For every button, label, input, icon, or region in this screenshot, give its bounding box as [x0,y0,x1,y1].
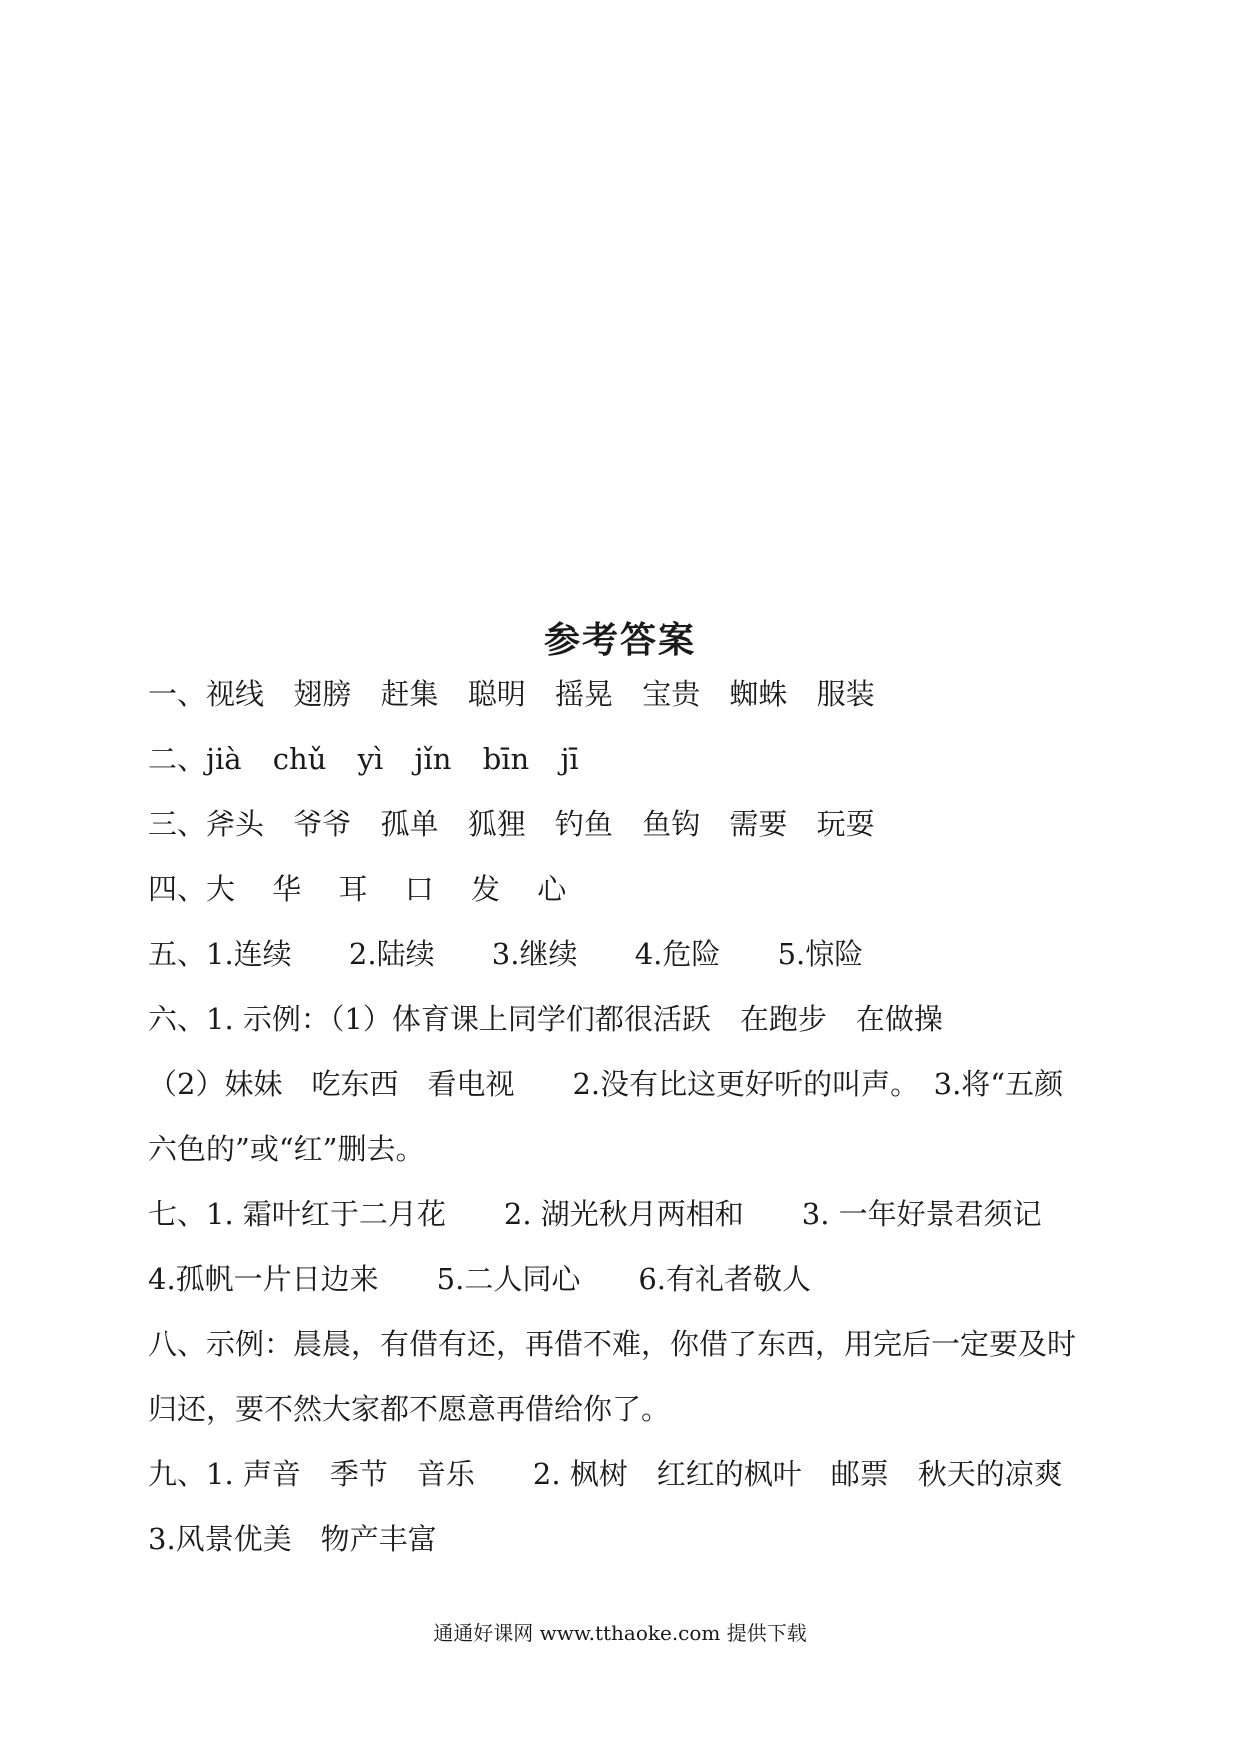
answer-line-9b: 3.风景优美 物产丰富 [148,1522,437,1556]
answer-word: 钓鱼 [554,807,613,841]
answer-word: 摇晃 [554,677,613,711]
answer-word: 狐狸 [467,807,526,841]
answer-word: 2.陆续 [348,937,435,971]
answer-word: 发 [470,872,500,906]
answer-word: 大 [206,872,236,906]
answer-prefix: 一、 [148,677,207,711]
answer-line-9a: 九、1. 声音 季节 音乐 2. 枫树 红红的枫叶 邮票 秋天的凉爽 [148,1457,1063,1491]
answer-prefix: 三、 [148,807,207,841]
answer-word: 1.连续 [206,937,292,971]
answer-prefix: 二、 [148,742,207,776]
answer-word: 翅膀 [293,677,352,711]
answer-word: 服装 [816,677,875,711]
answer-line-7b: 4.孤帆一片日边来 5.二人同心 6.有礼者敬人 [148,1262,812,1296]
answer-line-6c: 六色的”或“红”删去。 [148,1132,425,1166]
answer-line-6a: 六、1. 示例：（1）体育课上同学们都很活跃 在跑步 在做操 [148,1002,943,1036]
answer-prefix: 五、 [148,937,207,971]
page-title: 参考答案 [543,619,696,661]
answer-word: 斧头 [206,807,265,841]
answer-line-1 [148,674,875,714]
answer-line-7a: 七、1. 霜叶红于二月花 2. 湖光秋月两相和 3. 一年好景君须记 [148,1197,1042,1231]
answer-word: 4.危险 [634,937,721,971]
pinyin-word: jī [560,742,579,776]
answer-word: 孤单 [380,807,439,841]
answer-word: 华 [272,872,302,906]
answer-word: 玩耍 [816,807,875,841]
answer-line-4 [148,869,566,909]
answer-word: 聪明 [467,677,526,711]
answer-word: 需要 [729,807,788,841]
pinyin-word: bīn [482,742,530,776]
footer-source: 通通好课网 www.tthaoke.com 提供下载 [433,1621,807,1645]
answer-word: 3.继续 [491,937,578,971]
pinyin-word: yì [357,742,384,776]
answer-word: 心 [537,872,567,906]
answer-word: 宝贵 [642,677,701,711]
answer-line-8a: 八、示例：晨晨，有借有还，再借不难，你借了东西，用完后一定要及时 [148,1327,1077,1361]
answer-word: 视线 [206,677,265,711]
answer-word: 爷爷 [293,807,352,841]
answer-line-6b: （2）妹妹 吃东西 看电视 2.没有比这更好听的叫声。 3.将“五颜 [148,1067,1064,1101]
answer-word: 口 [404,872,434,906]
answer-prefix: 四、 [148,872,207,906]
answer-word: 5.惊险 [777,937,864,971]
pinyin-word: jià [206,742,242,776]
answer-word: 赶集 [380,677,439,711]
answer-word: 鱼钩 [642,807,701,841]
answer-line-8b: 归还，要不然大家都不愿意再借给你了。 [148,1392,671,1426]
answer-word: 耳 [338,872,368,906]
answer-word: 蜘蛛 [729,677,788,711]
pinyin-word: jǐn [414,742,452,776]
answer-line-5 [148,934,863,974]
answer-line-3 [148,804,875,844]
answer-line-2 [148,739,579,779]
pinyin-word: chǔ [272,742,327,776]
